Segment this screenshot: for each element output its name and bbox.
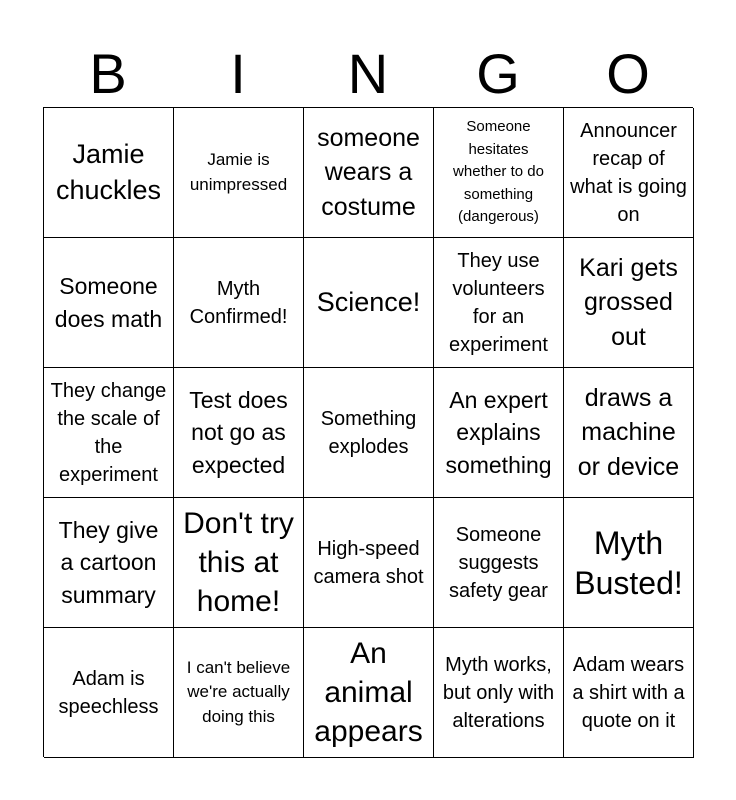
bingo-header <box>43 42 693 106</box>
cell-label: Kari gets grossed out <box>579 253 678 351</box>
cell-label: Myth Confirmed! <box>189 277 288 328</box>
bingo-cell-r3-c1[interactable] <box>44 368 174 498</box>
cell-label: Someone hesitates whether to do something (dangerous) <box>453 118 544 226</box>
bingo-cell-r1-c5[interactable] <box>564 108 694 238</box>
bingo-cell-r5-c5[interactable] <box>564 628 694 758</box>
cell-label: Announcer recap of what is going on <box>570 119 687 226</box>
bingo-cell-r1-c1[interactable] <box>44 108 174 238</box>
bingo-cell-r3-c2[interactable] <box>174 368 304 498</box>
cell-label: Jamie is unimpressed <box>189 149 288 194</box>
bingo-cell-r4-c1[interactable] <box>44 498 174 628</box>
bingo-cell-r2-c4[interactable] <box>434 238 564 368</box>
bingo-cell-r3-c4[interactable] <box>434 368 564 498</box>
bingo-cell-r2-c1[interactable] <box>44 238 174 368</box>
bingo-cell-r2-c5[interactable] <box>564 238 694 368</box>
bingo-cell-r5-c2[interactable] <box>174 628 304 758</box>
header-letter-o: O <box>606 42 650 105</box>
bingo-cell-r4-c5[interactable] <box>564 498 694 628</box>
cell-label: Jamie chuckles <box>55 139 162 205</box>
header-letter-b: B <box>89 42 127 105</box>
cell-label: Don't try this at home! <box>183 507 294 618</box>
cell-label: draws a machine or device <box>577 383 680 481</box>
bingo-cell-r2-c2[interactable] <box>174 238 304 368</box>
bingo-cell-r4-c3[interactable] <box>304 498 434 628</box>
cell-label: Someone does math <box>54 272 163 332</box>
cell-label: Science! <box>316 286 421 317</box>
bingo-cell-r5-c1[interactable] <box>44 628 174 758</box>
cell-label: Myth Busted! <box>574 524 683 601</box>
cell-label: someone wears a costume <box>317 123 420 221</box>
cell-label: They give a cartoon summary <box>58 516 159 608</box>
bingo-cell-r1-c3[interactable] <box>304 108 434 238</box>
cell-label: High-speed camera shot <box>313 537 424 588</box>
cell-label: Something explodes <box>320 407 417 458</box>
cell-label: Adam wears a shirt with a quote on it <box>572 653 685 732</box>
bingo-cell-r1-c4[interactable] <box>434 108 564 238</box>
header-letter-n: N <box>347 42 389 105</box>
bingo-cell-r3-c5[interactable] <box>564 368 694 498</box>
header-letter-i: I <box>230 42 246 105</box>
cell-label: They change the scale of the experiment <box>50 379 167 486</box>
cell-label: Adam is speechless <box>58 667 159 718</box>
cell-label: They use volunteers for an experiment <box>449 249 548 356</box>
bingo-cell-r5-c4[interactable] <box>434 628 564 758</box>
header-letter-g: G <box>476 42 520 105</box>
bingo-cell-r5-c3[interactable] <box>304 628 434 758</box>
cell-label: Test does not go as expected <box>189 386 288 478</box>
cell-label: An expert explains something <box>445 386 552 478</box>
bingo-card <box>43 107 693 757</box>
cell-label: Myth works, but only with alterations <box>442 653 555 732</box>
cell-label: An animal appears <box>314 637 423 748</box>
bingo-cell-r1-c2[interactable] <box>174 108 304 238</box>
cell-label: I can't believe we're actually doing this <box>186 657 291 726</box>
bingo-cell-r4-c2[interactable] <box>174 498 304 628</box>
cell-label: Someone suggests safety gear <box>449 523 548 602</box>
bingo-cell-r4-c4[interactable] <box>434 498 564 628</box>
bingo-cell-r3-c3[interactable] <box>304 368 434 498</box>
bingo-cell-r2-c3[interactable] <box>304 238 434 368</box>
